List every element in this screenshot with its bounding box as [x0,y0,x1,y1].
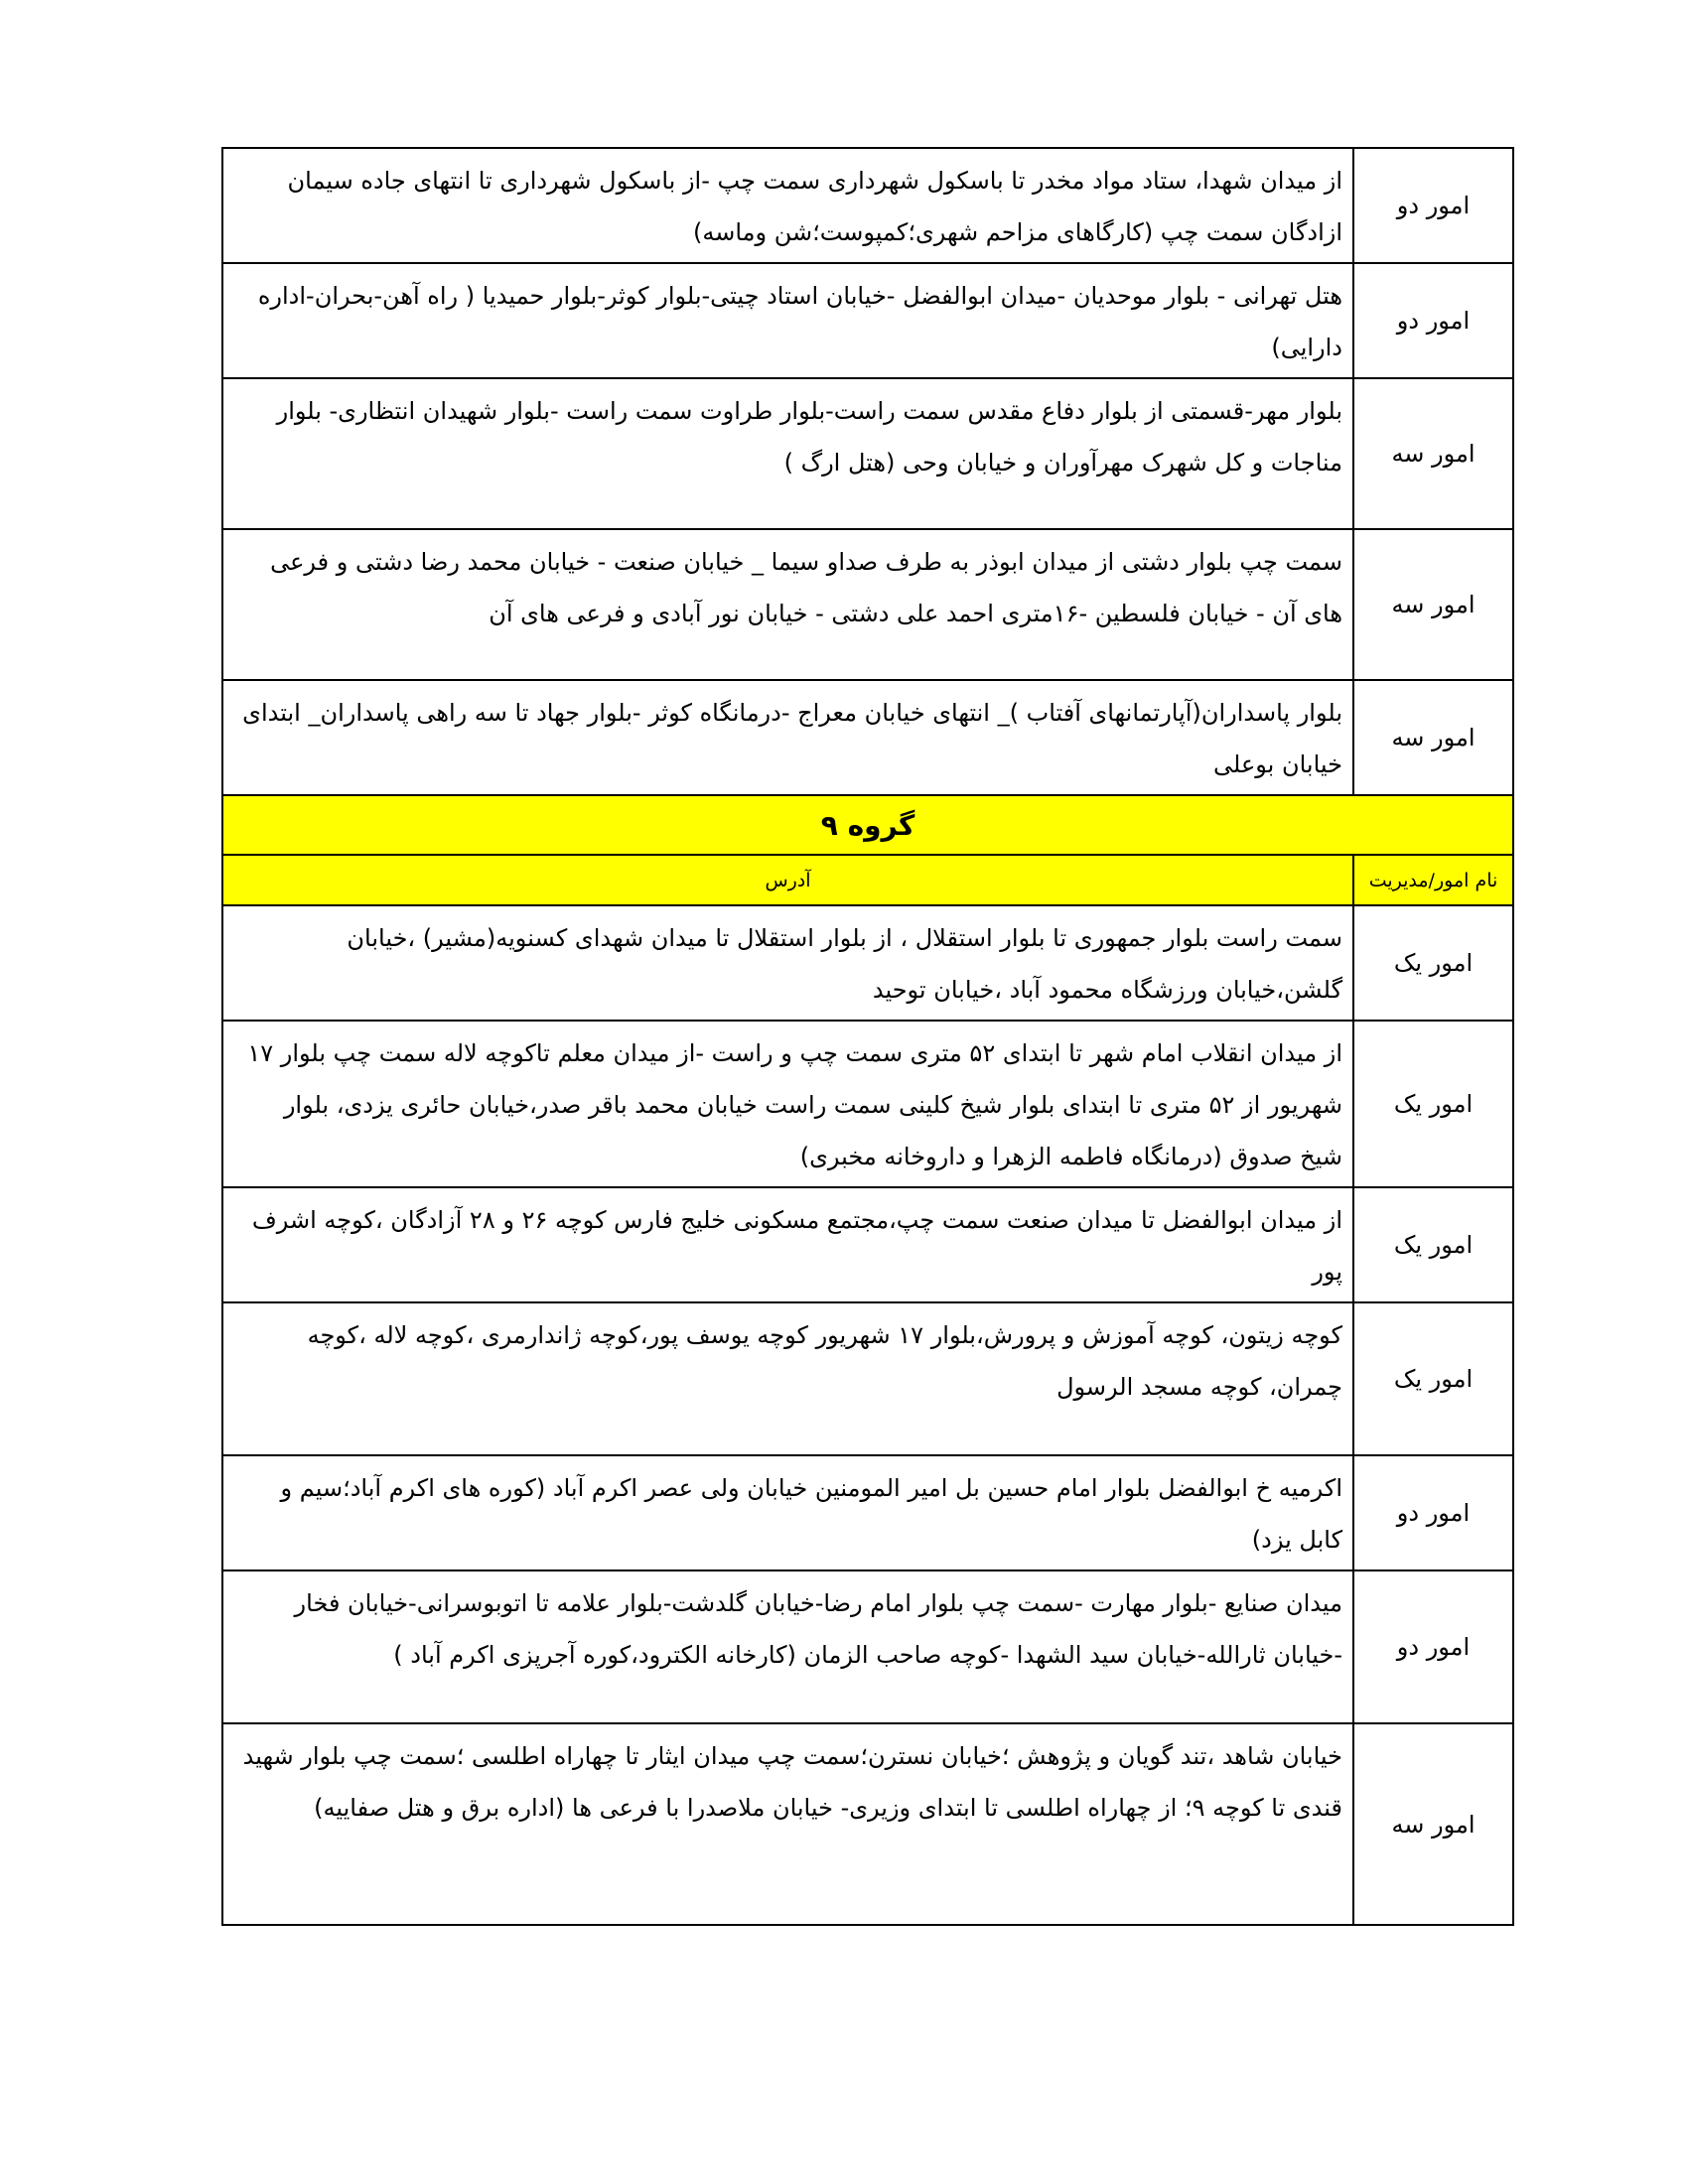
table-row [222,148,1513,263]
unit-cell: امور یک [1353,1302,1513,1455]
address-cell: بلوار پاسداران(آپارتمانهای آفتاب )_ انتهای خیابان معراج -درمانگاه کوثر -بلوار جهاد تا سه راهی پاسداران_ ابتدای خیابان بوعلی [222,680,1353,795]
group-title: گروه ۹ [222,795,1513,855]
address-cell: سمت چپ بلوار دشتی از میدان ابوذر به طرف صداو سیما _ خیابان صنعت - خیابان محمد رضا دشتی و فرعی های آن - خیابان فلسطین -۱۶متری احمد علی دشتی - خیابان نور آبادی و فرعی های آن [222,529,1353,680]
address-cell: میدان صنایع -بلوار مهارت -سمت چپ بلوار امام رضا-خیابان گلدشت-بلوار علامه تا اتوبوسرانی-خیابان فخار -خیابان ثارالله-خیابان سید الشهدا -کوچه صاحب الزمان (کارخانه الکترود،کوره آجرپزی اکرم آباد ) [222,1570,1353,1723]
unit-cell: امور یک [1353,1187,1513,1302]
unit-cell: امور سه [1353,680,1513,795]
table-row [222,263,1513,378]
unit-cell: امور دو [1353,1455,1513,1570]
address-cell: از میدان ابوالفضل تا میدان صنعت سمت چپ،مجتمع مسکونی خلیج فارس کوچه ۲۶ و ۲۸ آزادگان ،کوچه اشرف پور [222,1187,1353,1302]
address-cell: از میدان انقلاب امام شهر تا ابتدای ۵۲ متری سمت چپ و راست -از میدان معلم تاکوچه لاله سمت چپ بلوار ۱۷ شهریور از ۵۲ متری تا ابتدای بلوار شیخ کلینی سمت راست خیابان محمد باقر صدر،خیابان حائری یزدی، بلوار شیخ صدوق (درمانگاه فاطمه الزهرا و داروخانه مخبری) [222,1021,1353,1187]
table-row [222,1187,1513,1302]
table-row [222,1021,1513,1187]
table-row [222,1302,1513,1455]
unit-cell: امور دو [1353,263,1513,378]
table-row [222,1570,1513,1723]
table-row [222,529,1513,680]
table-row [222,378,1513,529]
unit-cell: امور یک [1353,1021,1513,1187]
unit-cell: امور یک [1353,905,1513,1021]
header-unit: نام امور/مدیریت [1353,855,1513,905]
address-table [221,147,1514,1926]
address-cell: خیابان شاهد ،تند گویان و پژوهش ؛خیابان نسترن؛سمت چپ میدان ایثار تا چهاراه اطلسی ؛سمت چپ بلوار شهید قندی تا کوچه ۹؛ از چهاراه اطلسی تا ابتدای وزیری- خیابان ملاصدرا با فرعی ها (اداره برق و هتل صفاییه) [222,1723,1353,1925]
group-title-row [222,795,1513,855]
address-cell: سمت راست بلوار جمهوری تا بلوار استقلال ، از بلوار استقلال تا میدان شهدای کسنویه(مشیر) ،خیابان گلشن،خیابان ورزشگاه محمود آباد ،خیابان توحید [222,905,1353,1021]
address-cell: از میدان شهدا، ستاد مواد مخدر تا باسکول شهرداری سمت چپ -از باسکول شهرداری تا انتهای جاده سیمان ازادگان سمت چپ (کارگاهای مزاحم شهری؛کمپوست؛شن وماسه) [222,148,1353,263]
table-row [222,905,1513,1021]
unit-cell: امور سه [1353,378,1513,529]
table-row [222,1723,1513,1925]
address-cell: بلوار مهر-قسمتی از بلوار دفاع مقدس سمت راست-بلوار طراوت سمت راست -بلوار شهیدان انتظاری- بلوار مناجات و کل شهرک مهرآوران و خیابان وحی (هتل ارگ ) [222,378,1353,529]
unit-cell: امور دو [1353,1570,1513,1723]
address-cell: کوچه زیتون، کوچه آموزش و پرورش،بلوار ۱۷ شهریور کوچه یوسف پور،کوچه ژاندارمری ،کوچه لاله ،کوچه چمران، کوچه مسجد الرسول [222,1302,1353,1455]
header-address: آدرس [222,855,1353,905]
unit-cell: امور سه [1353,529,1513,680]
address-cell: هتل تهرانی - بلوار موحدیان -میدان ابوالفضل -خیابان استاد چیتی-بلوار کوثر-بلوار حمیدیا ( راه آهن-بحران-اداره دارایی) [222,263,1353,378]
address-cell: اکرمیه خ ابوالفضل بلوار امام حسین بل امیر المومنین خیابان ولی عصر اکرم آباد (کوره های اکرم آباد؛سیم و کابل یزد) [222,1455,1353,1570]
table-row [222,1455,1513,1570]
header-row [222,855,1513,905]
table-row [222,680,1513,795]
unit-cell: امور دو [1353,148,1513,263]
unit-cell: امور سه [1353,1723,1513,1925]
